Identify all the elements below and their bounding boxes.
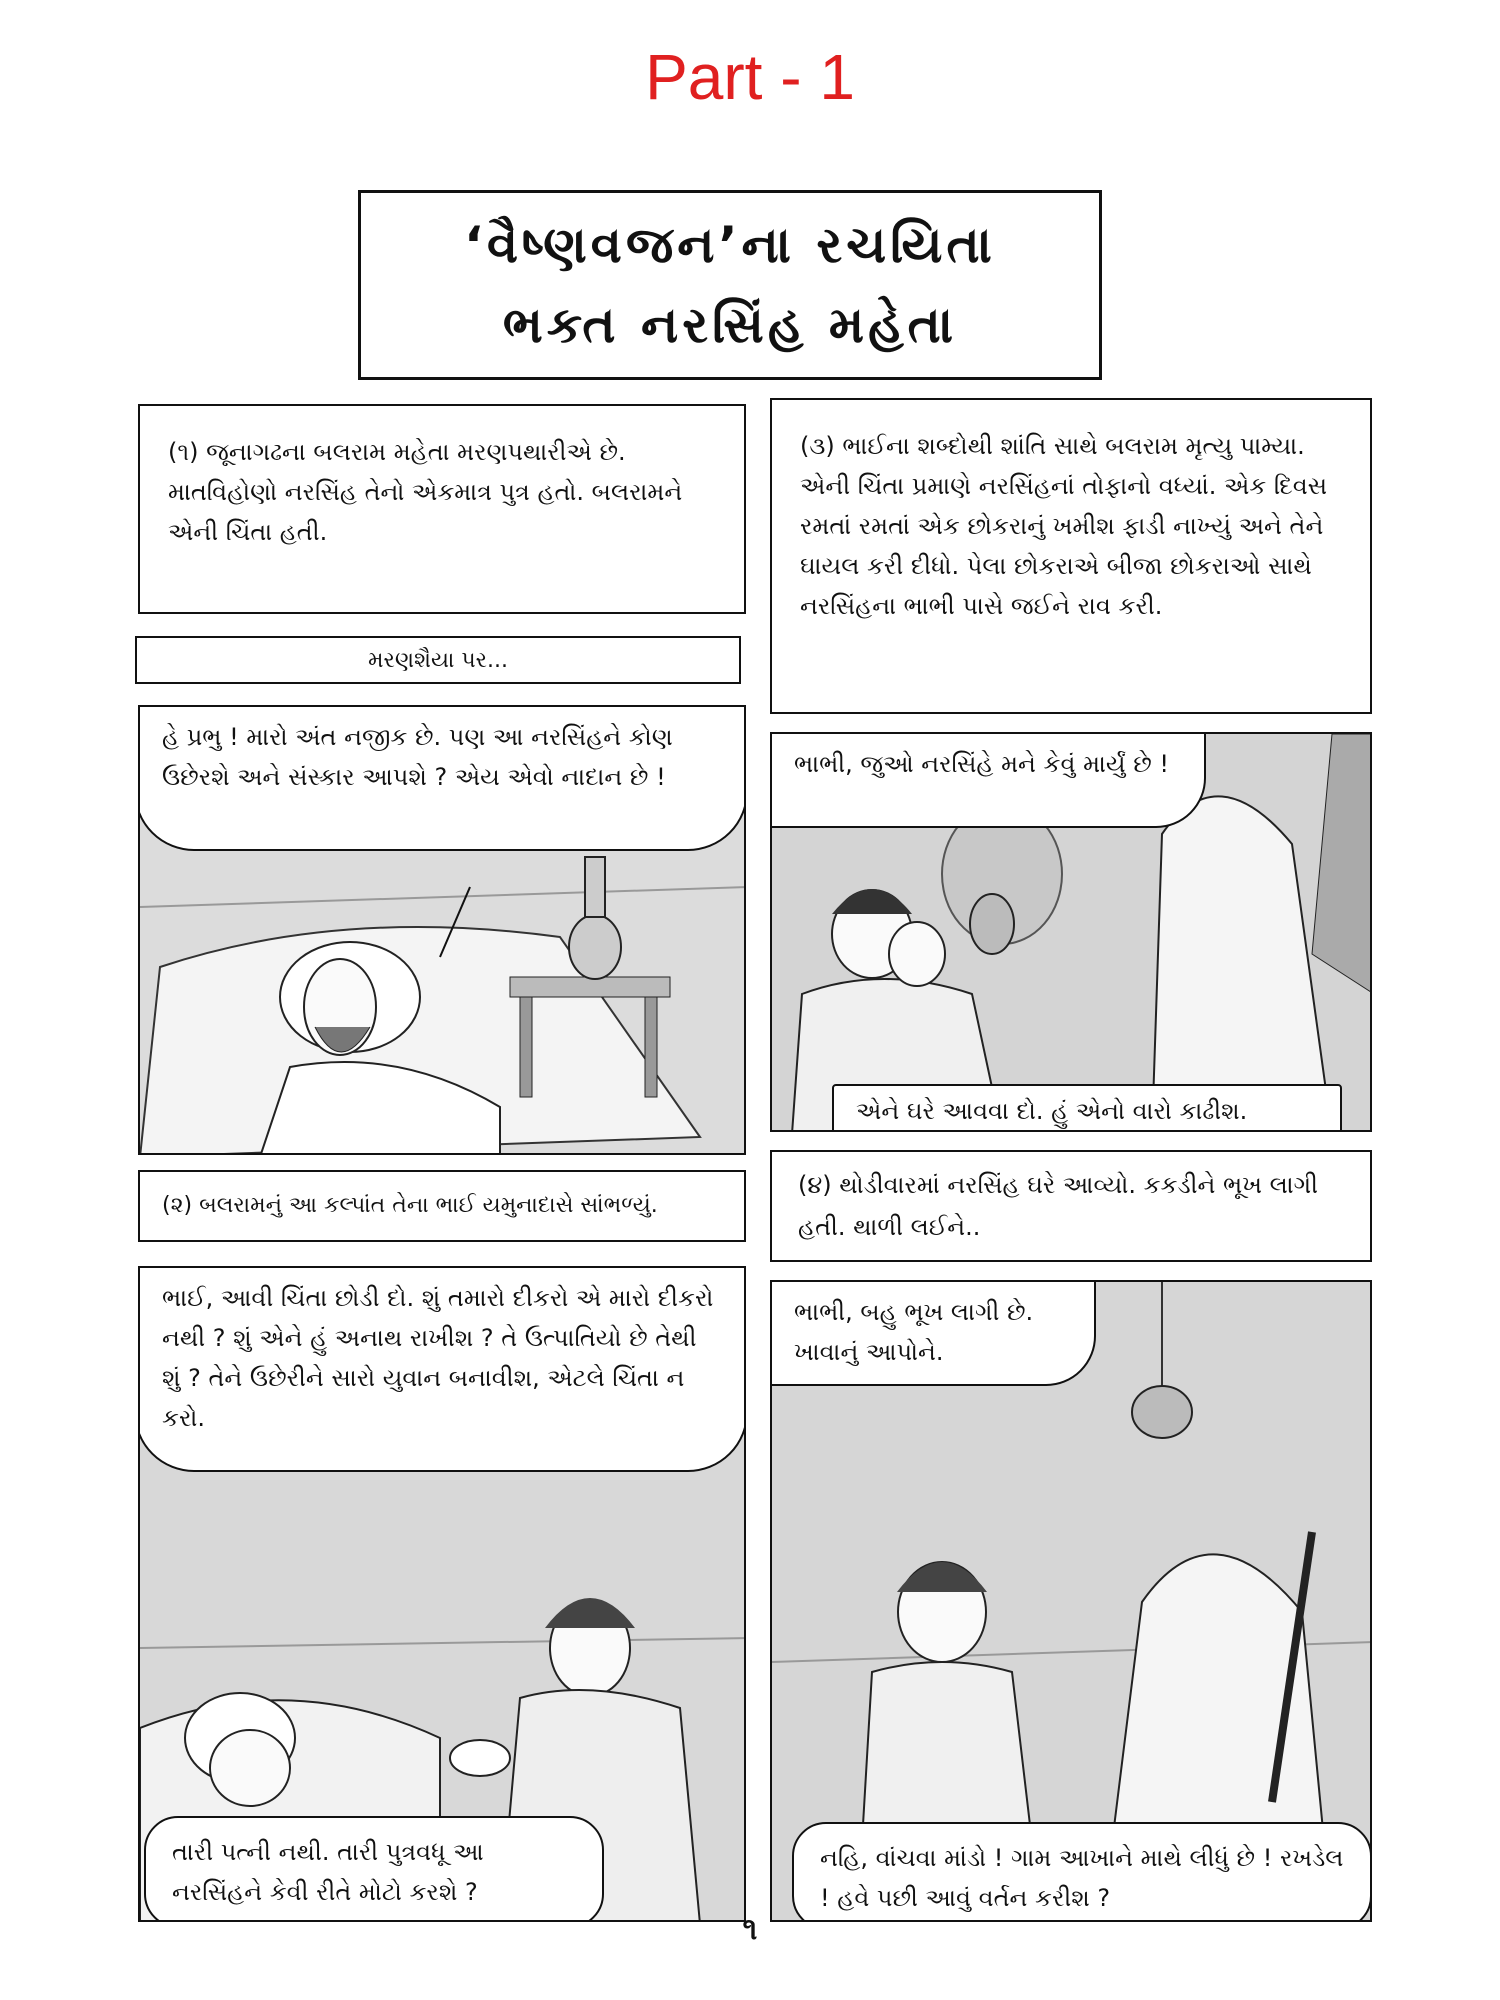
speech-4-bottom-text: નહિ, વાંચવા માંડો ! ગામ આખાને માથે લીધું છે ! રખડેલ ! હવે પછી આવું વર્તન કરીશ ? xyxy=(820,1844,1344,1912)
panel-1-illustration xyxy=(138,705,746,1155)
speech-bubble-panel-2-top xyxy=(138,1266,746,1472)
speech-bubble-panel-1 xyxy=(138,705,746,851)
panel-3-illustration xyxy=(770,732,1372,1132)
caption-panel-3 xyxy=(770,398,1372,714)
caption-panel-4 xyxy=(770,1150,1372,1262)
story-title-line-1: ‘વૈષ્ણવજન’ના રચયિતા xyxy=(464,216,996,274)
speech-bubble-panel-3-bottom xyxy=(832,1084,1342,1132)
speech-2-bottom-text: તારી પત્ની નથી. તારી પુત્રવધૂ આ નરસિંહને કેવી રીતે મોટો કરશે ? xyxy=(172,1838,484,1906)
speech-2-top-text: ભાઈ, આવી ચિંતા છોડી દો. શું તમારો દીકરો એ મારો દીકરો નથી ? શું એને હું અનાથ રાખીશ ? તે ઉત્પાતિયો છે તેથી શું ? તેને ઉછેરીને સારો યુવાન બનાવીશ, એટલે ચિંતા ન કરો. xyxy=(162,1284,714,1432)
speech-3-bottom-text: એને ઘરે આવવા દો. હું એનો વારો કાઢીશ. xyxy=(856,1097,1248,1125)
panel-2-illustration xyxy=(138,1266,746,1922)
page-number: ૧ xyxy=(742,1912,758,1947)
caption-4-text: (૪) થોડીવારમાં નરસિંહ ઘરે આવ્યો. કકડીને ભૂખ લાગી હતી. થાળી લઈને.. xyxy=(798,1171,1318,1241)
part-heading: Part - 1 xyxy=(645,41,855,113)
speech-bubble-panel-2-bottom xyxy=(144,1816,604,1922)
speech-3-top-text: ભાભી, જુઓ નરસિંહે મને કેવું માર્યું છે ! xyxy=(794,750,1169,778)
caption-3-text: (૩) ભાઈના શબ્દોથી શાંતિ સાથે બલરામ મૃત્યુ પામ્યા. એની ચિંતા પ્રમાણે નરસિંહનાં તોફાનો વધ્યાં. એક દિવસ રમતાં રમતાં એક છોકરાનું ખમીશ ફાડી નાખ્યું અને તેને ઘાયલ કરી દીધો. પેલા છોકરાએ બીજા છોકરાઓ સાથે નરસિંહના ભાભી પાસે જઈને રાવ કરી. xyxy=(800,432,1328,620)
speech-bubble-panel-4-top xyxy=(770,1280,1096,1386)
caption-2-text: (૨) બલરામનું આ કલ્પાંત તેના ભાઈ યમુનાદાસે સાંભળ્યું. xyxy=(162,1193,658,1218)
caption-panel-2 xyxy=(138,1170,746,1242)
caption-1-sub-text: મરણશૈયા પર... xyxy=(367,648,509,673)
panel-4-illustration xyxy=(770,1280,1372,1922)
caption-panel-1 xyxy=(138,404,746,614)
story-title-line-2: ભક્ત નરસિંહ મહેતા xyxy=(502,296,958,354)
speech-4-top-text: ભાભી, બહુ ભૂખ લાગી છે. ખાવાનું આપોને. xyxy=(794,1298,1034,1366)
story-title-box xyxy=(358,190,1102,380)
caption-deathbed-label xyxy=(135,636,741,684)
speech-bubble-panel-4-bottom xyxy=(792,1822,1372,1922)
caption-1-text: (૧) જૂનાગઢના બલરામ મહેતા મરણપથારીએ છે. માતવિહોણો નરસિંહ તેનો એકમાત્ર પુત્ર હતો. બલરામને એની ચિંતા હતી. xyxy=(168,438,683,546)
speech-bubble-panel-3-top xyxy=(770,732,1206,828)
speech-1-text: હે પ્રભુ ! મારો અંત નજીક છે. પણ આ નરસિંહને કોણ ઉછેરશે અને સંસ્કાર આપશે ? એય એવો નાદાન છે ! xyxy=(162,723,673,791)
